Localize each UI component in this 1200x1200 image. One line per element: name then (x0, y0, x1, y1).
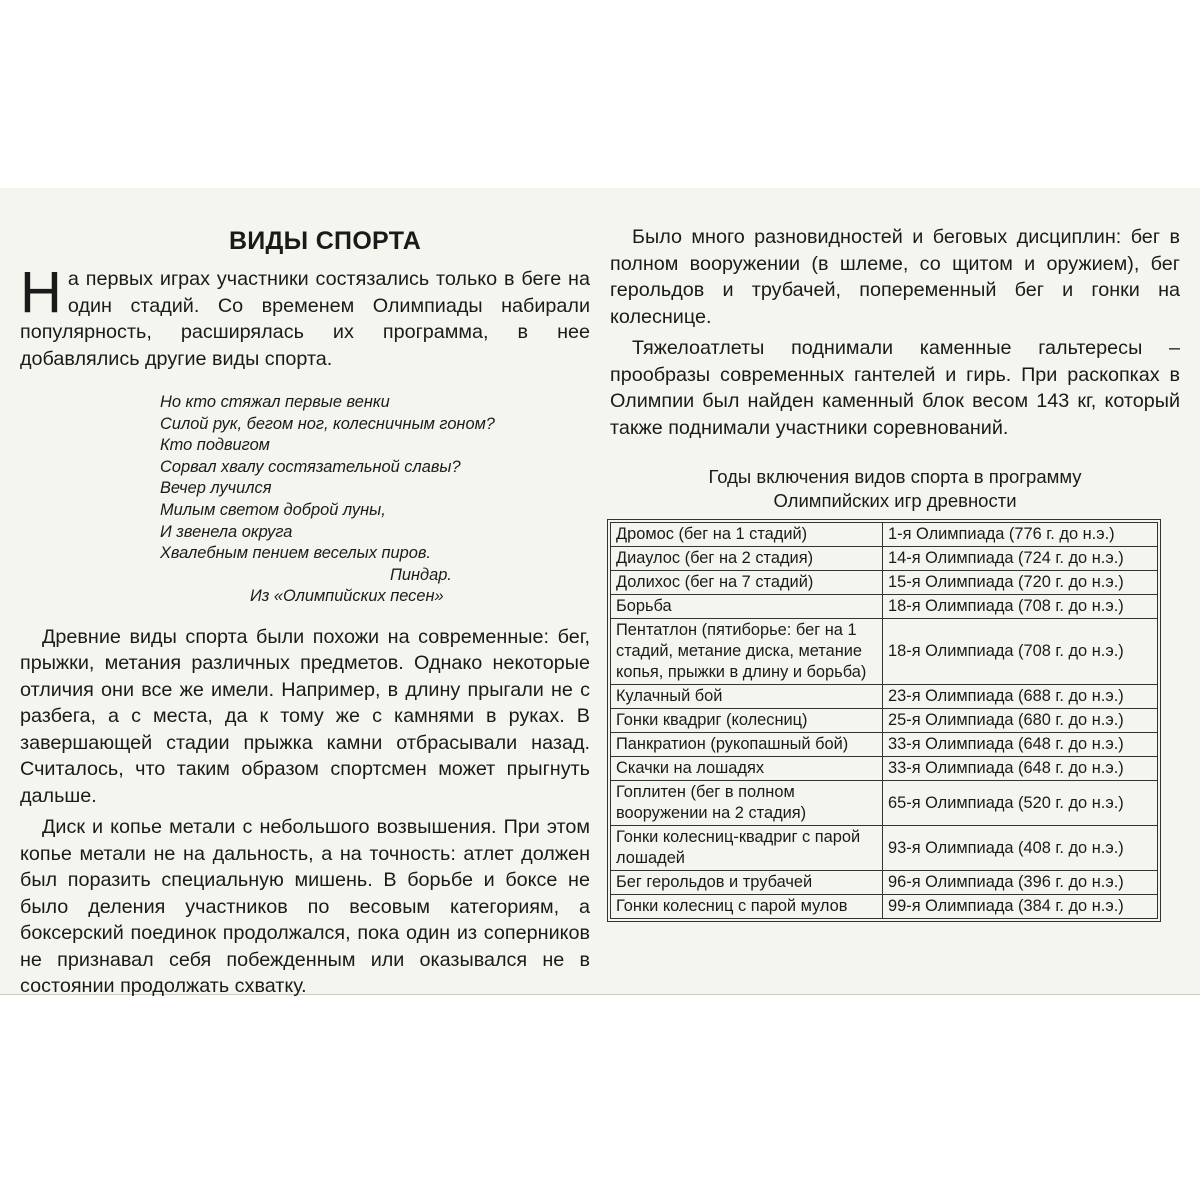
event-cell: Долихос (бег на 7 стадий) (611, 571, 883, 595)
year-cell: 25-я Олимпиада (680 г. до н.э.) (883, 709, 1158, 733)
year-cell: 33-я Олимпиада (648 г. до н.э.) (883, 757, 1158, 781)
table-row (611, 523, 1158, 547)
table-row (611, 826, 1158, 871)
intro-text: а первых играх участники состязались только в беге на один стадий. Со временем Олимпиады набирали популярность, расширялась их программа, в нее добавлялись другие виды спорта. (20, 268, 590, 370)
table-row (611, 709, 1158, 733)
poem-line: Кто подвигом (160, 436, 270, 455)
table-row (611, 547, 1158, 571)
table-caption-line: Годы включения видов спорта в программу (708, 466, 1082, 487)
table-row (611, 571, 1158, 595)
table-row (611, 595, 1158, 619)
poem-line: И звенела округа (160, 522, 293, 541)
year-cell: 33-я Олимпиада (648 г. до н.э.) (883, 733, 1158, 757)
poem-line: Силой рук, бегом ног, колесничным гоном? (160, 414, 495, 433)
right-column (610, 224, 1180, 919)
event-cell: Гоплитен (бег в полном вооружении на 2 стадия) (611, 781, 883, 826)
event-cell: Борьба (611, 595, 883, 619)
table-row (611, 733, 1158, 757)
page-sheet (0, 188, 1200, 998)
event-cell: Диаулос (бег на 2 стадия) (611, 547, 883, 571)
year-cell: 23-я Олимпиада (688 г. до н.э.) (883, 685, 1158, 709)
year-cell: 1-я Олимпиада (776 г. до н.э.) (883, 523, 1158, 547)
table-row (611, 895, 1158, 919)
year-cell: 93-я Олимпиада (408 г. до н.э.) (883, 826, 1158, 871)
intro-paragraph (20, 260, 590, 372)
poem-line: Милым светом доброй луны, (160, 500, 386, 519)
year-cell: 15-я Олимпиада (720 г. до н.э.) (883, 571, 1158, 595)
poem-line: Сорвал хвалу состязательной славы? (160, 457, 461, 476)
year-cell: 99-я Олимпиада (384 г. до н.э.) (883, 895, 1158, 919)
section-heading: ВИДЫ СПОРТА (228, 227, 422, 255)
year-cell: 18-я Олимпиада (708 г. до н.э.) (883, 619, 1158, 685)
olympic-events-table (610, 522, 1158, 919)
body-paragraph: Тяжелоатлеты поднимали каменные гальтересы – прообразы современных гантелей и гирь. При раскопках в Олимпии был найден каменный блок весом 143 кг, который также поднимали участники соревнований. (610, 337, 1180, 439)
body-paragraph: Было много разновидностей и беговых дисциплин: бег в полном вооружении (в шлеме, со щитом и оружием), бег герольдов и трубачей, попеременный бег и гонки на колеснице. (610, 226, 1180, 328)
event-cell: Бег герольдов и трубачей (611, 871, 883, 895)
year-cell: 96-я Олимпиада (396 г. до н.э.) (883, 871, 1158, 895)
body-paragraph: Древние виды спорта были похожи на современные: бег, прыжки, метания различных предметов. Однако некоторые отличия они все же имели. Например, в длину прыгали не с разбега, а с места, да к тому же с камнями в руках. В завершающей стадии прыжка камни отбрасывали назад. Считалось, что таким образом спортсмен может прыгнуть дальше. (20, 625, 590, 807)
drop-cap: Н (20, 260, 62, 325)
event-cell: Пентатлон (пятиборье: бег на 1 стадий, метание диска, метание копья, прыжки в длину и борьба) (611, 619, 883, 685)
table-row (611, 619, 1158, 685)
table-row (611, 781, 1158, 826)
event-cell: Гонки колесниц с парой мулов (611, 895, 883, 919)
event-cell: Панкратион (рукопашный бой) (611, 733, 883, 757)
poem-line: Вечер лучился (160, 479, 272, 498)
event-cell: Кулачный бой (611, 685, 883, 709)
poem-line: Хвалебным пением веселых пиров. (160, 544, 431, 563)
poem-author: Пиндар. (390, 565, 452, 584)
event-cell: Дромос (бег на 1 стадий) (611, 523, 883, 547)
event-cell: Скачки на лошадях (611, 757, 883, 781)
year-cell: 18-я Олимпиада (708 г. до н.э.) (883, 595, 1158, 619)
table-row (611, 871, 1158, 895)
table-row (611, 757, 1158, 781)
event-cell: Гонки колесниц-квадриг с парой лошадей (611, 826, 883, 871)
poem-source: Из «Олимпийских песен» (250, 587, 444, 606)
table-caption (610, 465, 1180, 513)
poem-quote (160, 392, 590, 608)
year-cell: 65-я Олимпиада (520 г. до н.э.) (883, 781, 1158, 826)
body-paragraph: Диск и копье метали с небольшого возвышения. При этом копье метали не на дальность, а на точность: атлет должен был поразить специальную мишень. В борьбе и боксе не было деления участников по весовым категориям, а боксерский поединок продолжался, пока один из соперников не признавал себя побежденным или оказывался не в состоянии продолжать схватку. (20, 816, 590, 998)
poem-line: Но кто стяжал первые венки (160, 393, 390, 411)
event-cell: Гонки квадриг (колесниц) (611, 709, 883, 733)
left-column (20, 224, 590, 1000)
table-caption-line: Олимпийских игр древности (773, 490, 1017, 511)
table-row (611, 685, 1158, 709)
year-cell: 14-я Олимпиада (724 г. до н.э.) (883, 547, 1158, 571)
